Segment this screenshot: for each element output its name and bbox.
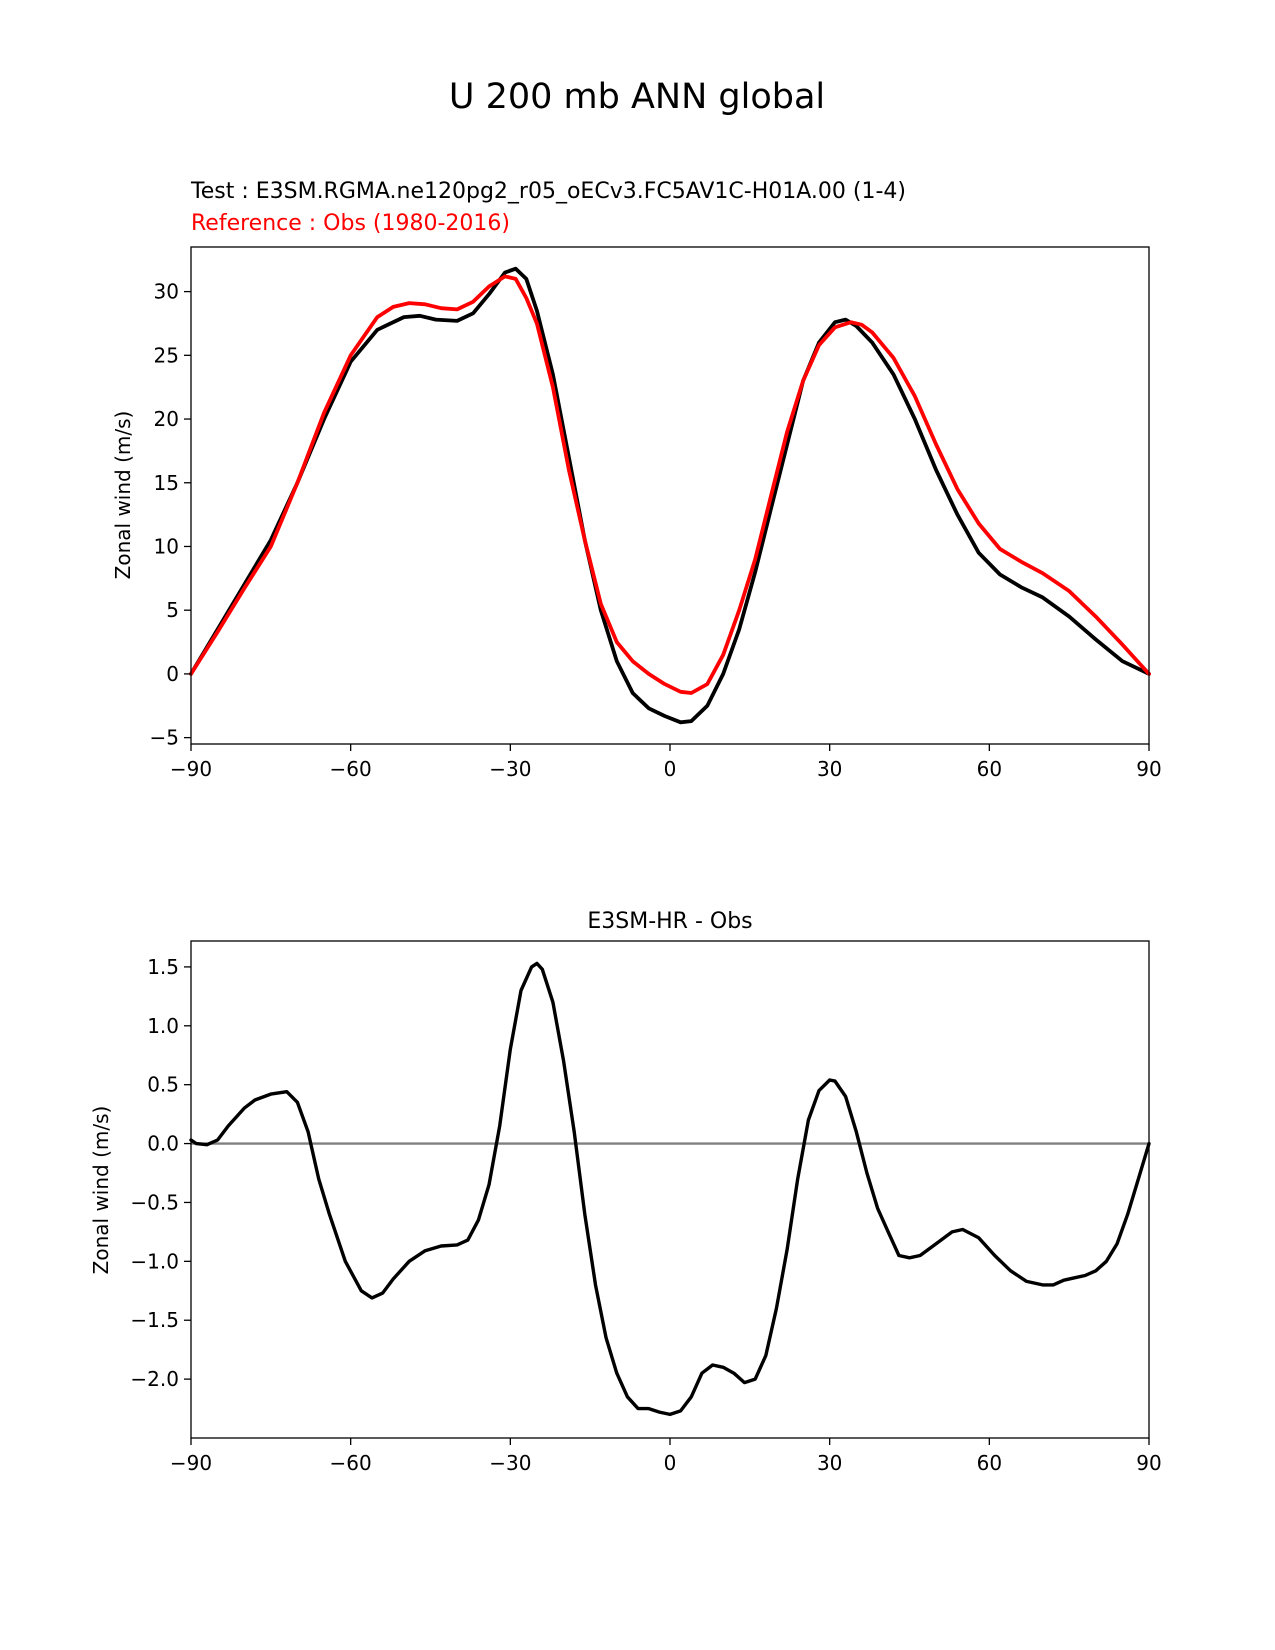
y-tick-label: 1.0 bbox=[147, 1013, 179, 1038]
x-tick-label: −30 bbox=[489, 1451, 532, 1475]
y-tick-label: 5 bbox=[166, 598, 179, 623]
y-tick-label: 1.5 bbox=[147, 954, 179, 979]
x-tick-label: −60 bbox=[329, 1451, 372, 1475]
y-tick-label: 15 bbox=[153, 470, 179, 495]
x-tick-label: 30 bbox=[816, 757, 843, 781]
y-tick-label: 30 bbox=[153, 279, 179, 304]
y-tick-label: −1.0 bbox=[130, 1249, 179, 1274]
top-panel-ylabel: Zonal wind (m/s) bbox=[111, 410, 135, 580]
y-tick-label: −1.5 bbox=[130, 1308, 179, 1333]
y-tick-label: 0 bbox=[166, 661, 179, 686]
x-tick-label: 0 bbox=[663, 1451, 677, 1475]
x-tick-label: −90 bbox=[169, 1451, 213, 1475]
test-label: Test : E3SM.RGMA.ne120pg2_r05_oECv3.FC5AV1C-H01A.00 (1-4) bbox=[191, 179, 906, 204]
x-tick-label: 0 bbox=[663, 757, 677, 781]
y-tick-label: 0.5 bbox=[147, 1072, 179, 1097]
x-tick-label: 60 bbox=[976, 1451, 1003, 1475]
y-tick-label: −5 bbox=[149, 725, 179, 750]
bottom-panel-title: E3SM-HR - Obs bbox=[587, 909, 753, 934]
figure-title: U 200 mb ANN global bbox=[448, 77, 826, 117]
bottom-panel-ylabel: Zonal wind (m/s) bbox=[89, 1105, 113, 1275]
reference-label: Reference : Obs (1980-2016) bbox=[191, 211, 510, 236]
x-tick-label: −30 bbox=[489, 757, 532, 781]
x-tick-label: 30 bbox=[816, 1451, 843, 1475]
y-tick-label: −0.5 bbox=[130, 1190, 179, 1215]
y-tick-label: −2.0 bbox=[130, 1367, 179, 1392]
y-tick-label: 25 bbox=[153, 343, 179, 368]
x-tick-label: −60 bbox=[329, 757, 372, 781]
x-tick-label: 90 bbox=[1136, 1451, 1162, 1475]
x-tick-label: −90 bbox=[169, 757, 213, 781]
y-tick-label: 10 bbox=[153, 534, 179, 559]
y-tick-label: 20 bbox=[153, 407, 179, 432]
y-tick-label: 0.0 bbox=[147, 1131, 179, 1156]
x-tick-label: 60 bbox=[976, 757, 1003, 781]
x-tick-label: 90 bbox=[1136, 757, 1162, 781]
